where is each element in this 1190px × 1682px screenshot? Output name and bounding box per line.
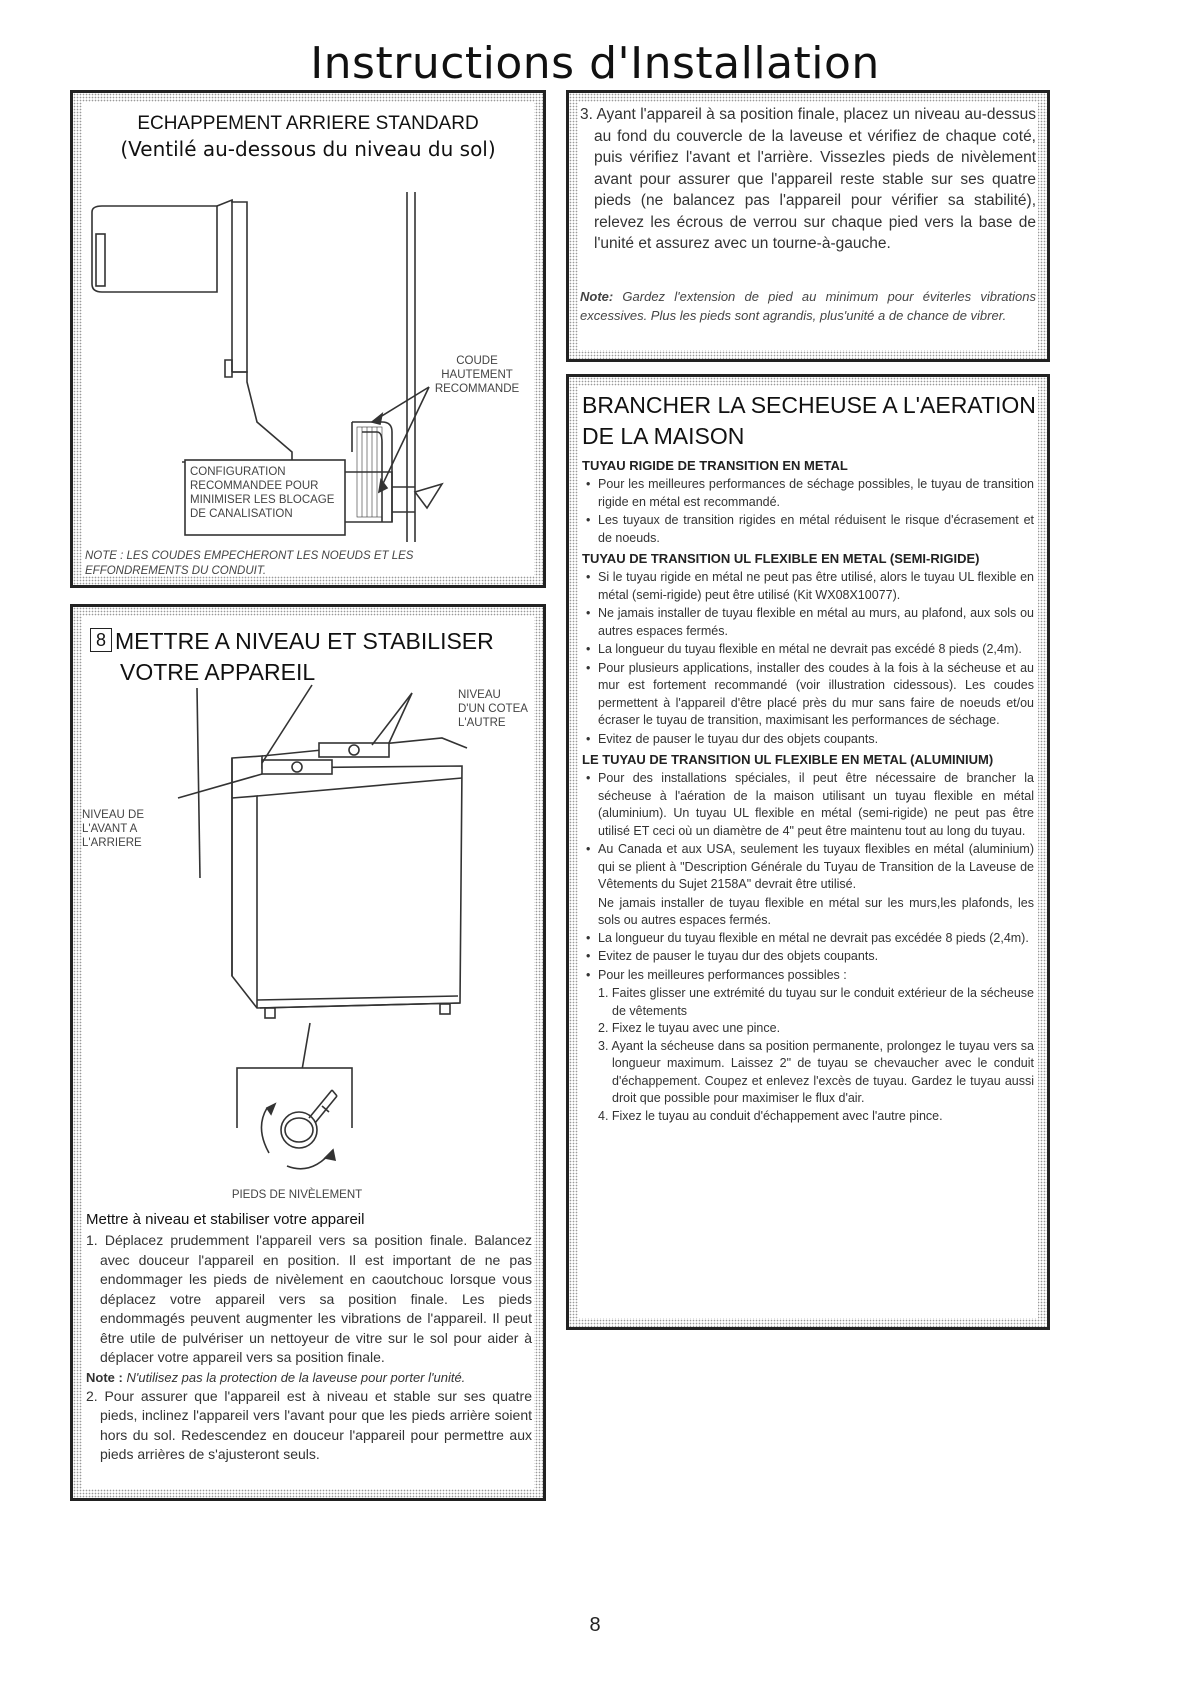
level-step-2: 2. Pour assurer que l'appareil est à niveau et stable sur ses quatre pieds, inclinez l'appareil vers l'avant pour que les pieds arrière soient hors du sol. Redescendez en douceur l'appareil pour permettre aux pieds arrières de s'ajusteront seuls.: [86, 1387, 532, 1462]
step-number-badge: 8: [90, 628, 112, 652]
connect-heading-2: DE LA MAISON: [582, 423, 745, 449]
list-item: • Pour les meilleures performances de séchage possibles, le tuyau de transition rigide en métal est recommandé.: [598, 476, 1034, 511]
label-side-3: L'AUTRE: [458, 717, 506, 729]
list-item: • Les tuyaux de transition rigides en métal réduisent le risque d'écrasement et de noeuds.: [598, 512, 1034, 547]
level-note-label: Note :: [86, 1369, 123, 1385]
label-side-1: NIVEAU: [458, 689, 501, 701]
list-item: • La longueur du tuyau flexible en métal ne devrait pas excédée 8 pieds (2,4m).: [598, 930, 1034, 948]
list-item: • Pour plusieurs applications, installer des coudes à la fois à la sécheuse et au mur est fortement recommandé (voir illustration cidessous). Les coudes permettent à l'appareil d'être placé près du mur sans faire de noeuds et/ou écraser le tuyau de transition, maximisant les performances de séchage.: [598, 660, 1034, 730]
list-item: 3. Ayant la sécheuse dans sa position permanente, prolongez le tuyau vers sa longueur maximum. Laissez 2" de tuyau se chevaucher avec le conduit d'échappement. Coupez et enlevez l'excès de tuyau. Gardez le tuyau aussi droit que possible pour maximiser le flux d'air.: [598, 1038, 1034, 1105]
level-step-1: 1. Déplacez prudemment l'appareil vers sa position finale. Balancez avec douceur l'appareil en position. Il est important de ne pas endommager les pieds de nivèlement en caoutchouc lorsque vous déplacez votre appareil vers sa position finale. Les pieds endommagés peuvent augmenter les vibrations de l'appareil. Il peut être utile de pulvériser un nettoyeur de vitre sur le sol pour aider à déplacer votre appareil vers sa position finale.: [86, 1232, 532, 1365]
list-item: • Ne jamais installer de tuyau flexible en métal au murs, au plafond, aux sols ou autres espaces fermés.: [598, 605, 1034, 640]
list-item: 2. Fixez le tuyau avec une pince.: [598, 1021, 781, 1035]
alu-heading: LE TUYAU DE TRANSITION UL FLEXIBLE EN METAL (ALUMINIUM): [582, 752, 994, 767]
label-front-1: NIVEAU DE: [82, 809, 144, 821]
label-feet: PIEDS DE NIVÈLEMENT: [231, 1189, 363, 1201]
list-item: • Evitez de pauser le tuyau dur des objets coupants.: [598, 731, 1034, 749]
list-item: 1. Faites glisser une extrémité du tuyau sur le conduit extérieur de la sécheuse de vêtements: [598, 986, 1034, 1018]
page-title: Instructions d'Installation: [310, 38, 880, 89]
step3-note-label: Note:: [580, 289, 614, 304]
list-item: • Evitez de pauser le tuyau dur des objets coupants.: [598, 948, 1034, 966]
connect-heading-1: BRANCHER LA SECHEUSE A L'AERATION: [582, 392, 1036, 418]
step3-box: [566, 90, 1050, 362]
label-side-2: D'UN COTEA: [458, 703, 528, 715]
label-coude-2: HAUTEMENT: [441, 369, 513, 381]
washer-level-diagram: [82, 678, 534, 1128]
exhaust-heading: ECHAPPEMENT ARRIERE STANDARD: [137, 113, 479, 134]
connect-box: [566, 374, 1050, 1330]
label-config-2: RECOMMANDEE POUR: [190, 480, 319, 492]
level-heading-2: VOTRE APPAREIL: [120, 659, 316, 685]
exhaust-note: NOTE : LES COUDES EMPECHERONT LES NOEUDS ET LES EFFONDREMENTS DU CONDUIT.: [85, 550, 414, 577]
step3-text: 3. Ayant l'appareil à sa position finale, placez un niveau au-dessus au fond du couvercle de la laveuse et vérifiez de chaque coté, puis vérifiez l'avant et l'arrière. Vissezles pieds de nivèlement avant pour assurer que l'appareil reste stable sur ses quatre pieds (ne balancez pas l'appareil pour vérifier sa stabilité), relevez les écrous de verrou sur chaque pied vers la base de l'unité et assurez avec un tourne-à-gauche.: [580, 106, 1036, 252]
level-subheading: Mettre à niveau et stabiliser votre appareil: [86, 1211, 365, 1228]
rigid-heading: TUYAU RIGIDE DE TRANSITION EN METAL: [582, 458, 848, 473]
list-item: • Si le tuyau rigide en métal ne peut pas être utilisé, alors le tuyau UL flexible en métal (semi-rigide) peut être utilisé (Kit WX08X10077).: [598, 569, 1034, 604]
list-item: • Pour des installations spéciales, il peut être nécessaire de brancher la sécheuse à l'aération de la maison utilisant un tuyau flexible en métal (aluminium). Un tuyau UL flexible en métal (semi-rigide) ne peut pas être utilisé ET ceci où un diamètre de 4" peut être maintenu tout au long du tuyau.: [598, 770, 1034, 840]
label-config-1: CONFIGURATION: [190, 466, 286, 478]
rigid-list: [582, 476, 1034, 547]
exhaust-box: [70, 90, 546, 588]
alu-extra: Ne jamais installer de tuyau flexible en métal sur les murs,les plafonds, les sols ou autres espaces fermés.: [598, 895, 1034, 927]
list-item: 4. Fixez le tuyau au conduit d'échappement avec l'autre pince.: [598, 1108, 943, 1123]
alu-list-2: [582, 930, 1034, 985]
step3-note-text: Gardez l'extension de pied au minimum pour éviterles vibrations excessives. Plus les pieds sont agrandis, plus'unité a de chance de vibrer.: [580, 289, 1036, 323]
connect-steps: [582, 985, 1034, 1125]
label-front-3: L'ARRIERE: [82, 837, 142, 849]
flex-list: [582, 569, 1034, 748]
list-item: • Au Canada et aux USA, seulement les tuyaux flexibles en métal (aluminium) qui se plient à "Description Générale du Tuyau de Transition de la Laveuse de Vêtements du Sujet 2158A" devrait être utilisé.: [598, 841, 1034, 894]
label-coude-3: RECOMMANDE: [434, 383, 520, 395]
level-heading-1: METTRE A NIVEAU ET STABILISER: [115, 628, 494, 654]
level-note-text: N'utilisez pas la protection de la laveuse pour porter l'unité.: [126, 1369, 466, 1385]
alu-list: [582, 770, 1034, 894]
list-item: • Pour les meilleures performances possibles :: [598, 967, 1034, 985]
page-number: 8: [589, 1614, 601, 1636]
label-config-3: MINIMISER LES BLOCAGE: [190, 494, 335, 506]
list-item: • La longueur du tuyau flexible en métal ne devrait pas excédé 8 pieds (2,4m).: [598, 641, 1034, 659]
label-config-4: DE CANALISATION: [190, 508, 293, 520]
level-box: [70, 604, 546, 1501]
leveling-foot-zoom: [237, 1068, 352, 1183]
label-coude-1: COUDE: [456, 355, 498, 367]
label-front-2: L'AVANT A: [82, 823, 138, 835]
flex-heading: TUYAU DE TRANSITION UL FLEXIBLE EN METAL (SEMI-RIGIDE): [582, 551, 980, 566]
exhaust-subheading: (Ventilé au-dessous du niveau du sol): [120, 137, 496, 161]
